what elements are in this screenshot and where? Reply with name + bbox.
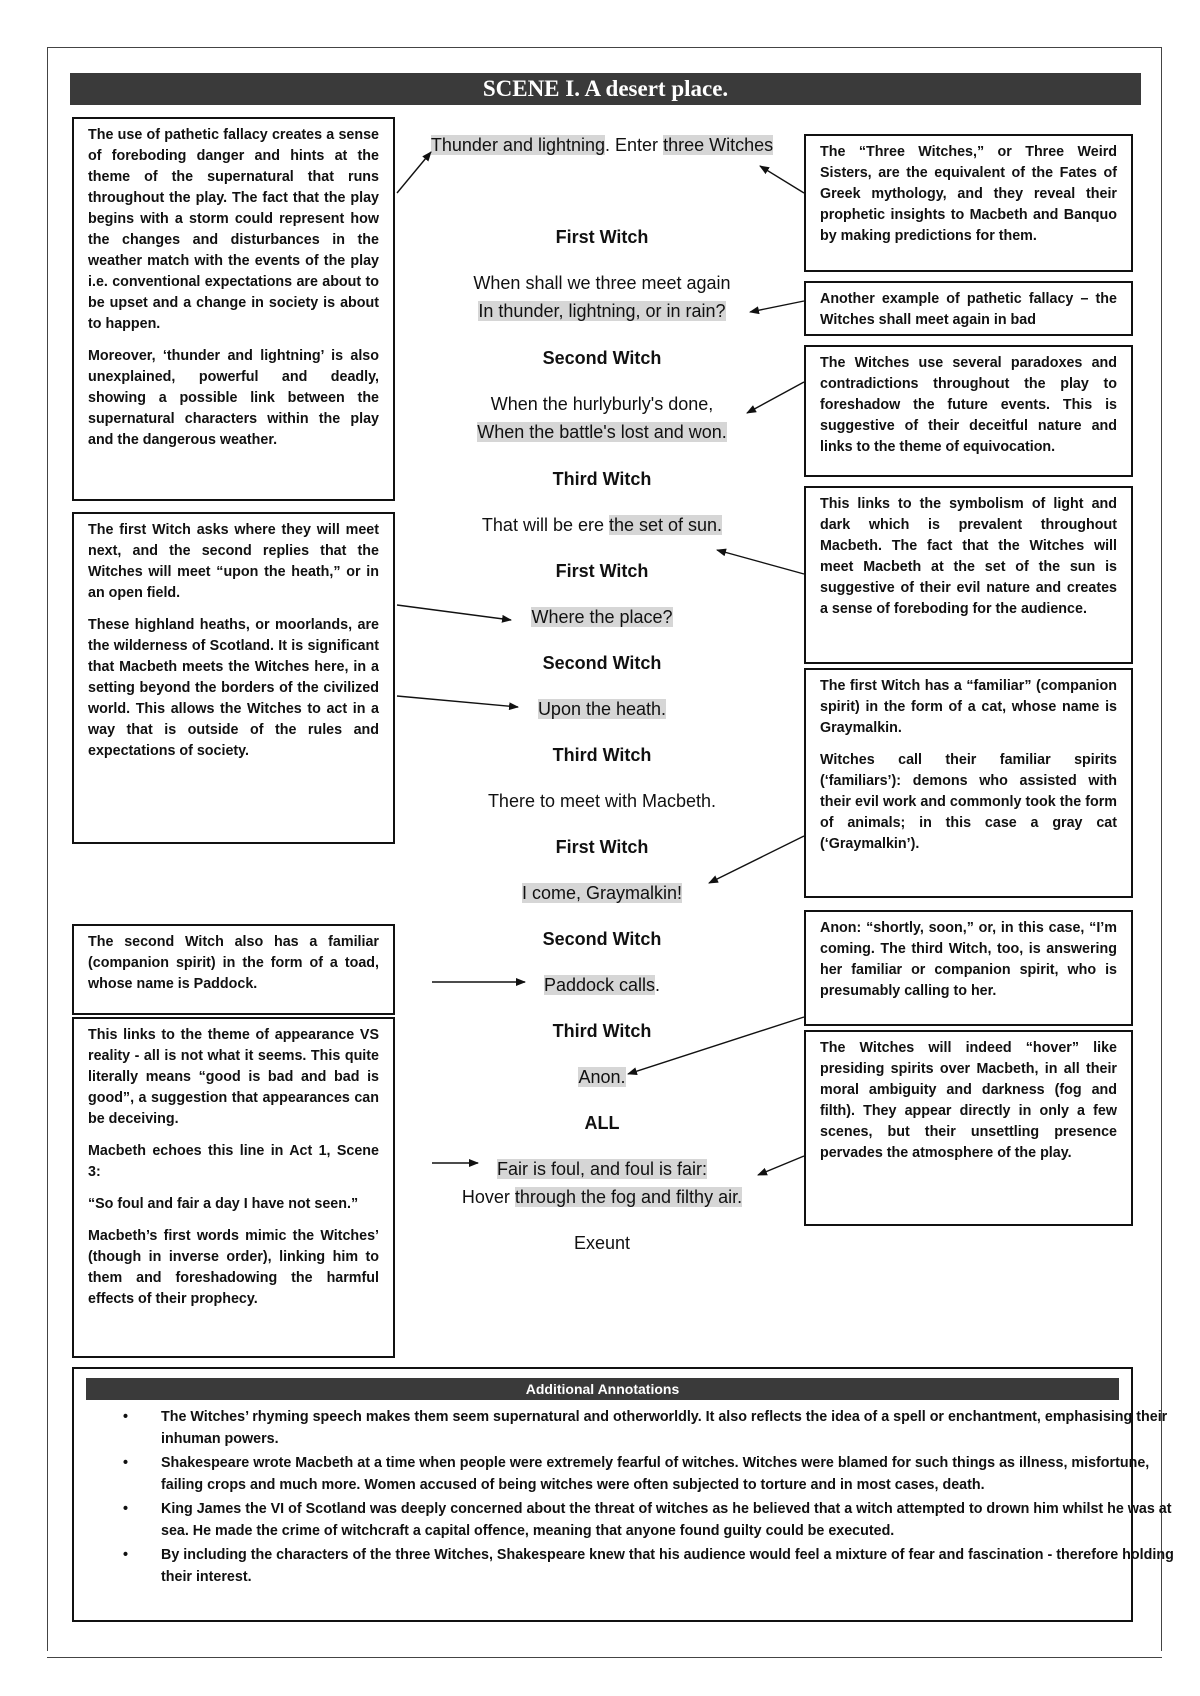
- annotation-three-witches: The “Three Witches,” or Three Weird Sisters, are the equivalent of the Fates of Greek mythology, and they reveal their prophetic insights to Macbeth and Banquo by making predictions for them.: [804, 134, 1133, 272]
- annotation-paddock: The second Witch also has a familiar (companion spirit) in the form of a toad, whose name is Paddock.: [72, 924, 395, 1015]
- speaker-all: ALL: [584, 1113, 620, 1133]
- speaker-first-witch: First Witch: [555, 561, 649, 581]
- annotation-bad-weather: Another example of pathetic fallacy – the Witches shall meet again in bad: [804, 281, 1133, 336]
- speaker-second-witch: Second Witch: [542, 348, 662, 368]
- list-item: • King James the VI of Scotland was deeply concerned about the threat of witches as he believed that a witch attempted to drown him whilst he was at sea. He made the crime of witchcraft a capital offence, meaning that anyone found guilty could be executed.: [123, 1501, 1172, 1539]
- additional-annotations-list: [86, 1407, 1181, 1591]
- annotation-appearance-reality: This links to the theme of appearance VS reality - all is not what it seems. This quite literally means “good is bad and bad is good”, a suggestion that appearances can be deceiving. Macbeth echoes this line in Act 1, Scene 3: “So foul and fair a day I have not seen.” Macbeth’s first words mimic the Witches’ (though in inverse order), linking him to them and foreshadowing the harmful effects of their prophecy.: [72, 1017, 395, 1358]
- list-item: • The Witches’ rhyming speech makes them seem supernatural and otherworldly. It also reflects the idea of a spell or enchantment, emphasising their inhuman powers.: [123, 1409, 1168, 1447]
- speaker-third-witch: Third Witch: [552, 1021, 652, 1041]
- dialogue-line: I come, Graymalkin!: [521, 883, 683, 903]
- dialogue-line: Upon the heath.: [537, 699, 667, 719]
- dialogue-line: Hover through the fog and filthy air.: [461, 1187, 743, 1207]
- additional-annotations: [72, 1367, 1174, 1622]
- annotation-pathetic-fallacy: The use of pathetic fallacy creates a sense of foreboding danger and hints at the theme of the supernatural that runs throughout the play. The fact that the play begins with a storm could represent how the changes and disturbances in the weather match with the events of the play i.e. conventional expectations are about to be upset and a change in society is about to happen. Moreover, ‘thunder and lightning’ is also unexplained, powerful and deadly, showing a possible link between the supernatural characters within the play and the dangerous weather.: [72, 117, 395, 501]
- stage-direction: Thunder and lightning. Enter three Witches: [430, 135, 774, 155]
- speaker-first-witch: First Witch: [555, 227, 649, 247]
- dialogue-line: Fair is foul, and foul is fair:: [496, 1159, 708, 1179]
- list-item: • Shakespeare wrote Macbeth at a time when people were extremely fearful of witches. Witches were blamed for such things as illness, misfortune, failing crops and much more. Women accused of being witches were often subjected to torture and in most cases, death.: [123, 1455, 1150, 1493]
- dialogue-line: When the battle's lost and won.: [477, 422, 727, 442]
- dialogue-line: When shall we three meet again: [473, 273, 731, 293]
- speaker-second-witch: Second Witch: [542, 653, 662, 673]
- annotation-paradoxes: The Witches use several paradoxes and contradictions throughout the play to foreshadow the future events. This is suggestive of their deceitful nature and links to the theme of equivocation.: [804, 345, 1133, 477]
- annotation-graymalkin: The first Witch has a “familiar” (companion spirit) in the form of a cat, whose name is Graymalkin. Witches call their familiar spirits (‘familiars’): demons who assisted with their evil work and commonly took the form of animals; in this case a gray cat (‘Graymalkin’).: [804, 668, 1133, 898]
- speaker-third-witch: Third Witch: [552, 745, 652, 765]
- annotation-heath: The first Witch asks where they will meet next, and the second replies that the Witches will meet “upon the heath,” or in an open field. These highland heaths, or moorlands, are the wilderness of Scotland. It is significant that Macbeth meets the Witches here, in a setting beyond the borders of the civilized world. This allows the Witches to act in a way that is outside of the rules and expectations of society.: [72, 512, 395, 844]
- annotation-light-dark: This links to the symbolism of light and dark which is prevalent throughout Macbeth. The fact that the Witches will meet Macbeth at the set of the sun is suggestive of their evil nature and creates a sense of foreboding for the audience.: [804, 486, 1133, 664]
- annotation-anon: Anon: “shortly, soon,” or, in this case, “I’m coming. The third Witch, too, is answering her familiar or companion spirit, who is presumably calling to her.: [804, 910, 1133, 1026]
- stage-direction-exit: Exeunt: [573, 1233, 631, 1253]
- additional-annotations-heading: Additional Annotations: [86, 1378, 1119, 1400]
- annotation-hover: The Witches will indeed “hover” like presiding spirits over Macbeth, in all their moral ambiguity and darkness (fog and filth). They appear directly in only a few scenes, but their unsettling presence pervades the atmosphere of the play.: [804, 1030, 1133, 1226]
- speaker-third-witch: Third Witch: [552, 469, 652, 489]
- dialogue-line: When the hurlyburly's done,: [490, 394, 714, 414]
- dialogue-line: Paddock calls.: [543, 975, 661, 995]
- dialogue-line: There to meet with Macbeth.: [487, 791, 717, 811]
- list-item: • By including the characters of the three Witches, Shakespeare knew that his audience would feel a mixture of fear and fascination - therefore holding their interest.: [123, 1547, 1174, 1585]
- dialogue-line: Where the place?: [531, 607, 673, 627]
- scene-title: SCENE I. A desert place.: [70, 73, 1141, 105]
- dialogue-line: In thunder, lightning, or in rain?: [478, 301, 726, 321]
- speaker-second-witch: Second Witch: [542, 929, 662, 949]
- speaker-first-witch: First Witch: [555, 837, 649, 857]
- dialogue-line: That will be ere the set of sun.: [481, 515, 723, 535]
- dialogue-line: Anon.: [578, 1067, 626, 1087]
